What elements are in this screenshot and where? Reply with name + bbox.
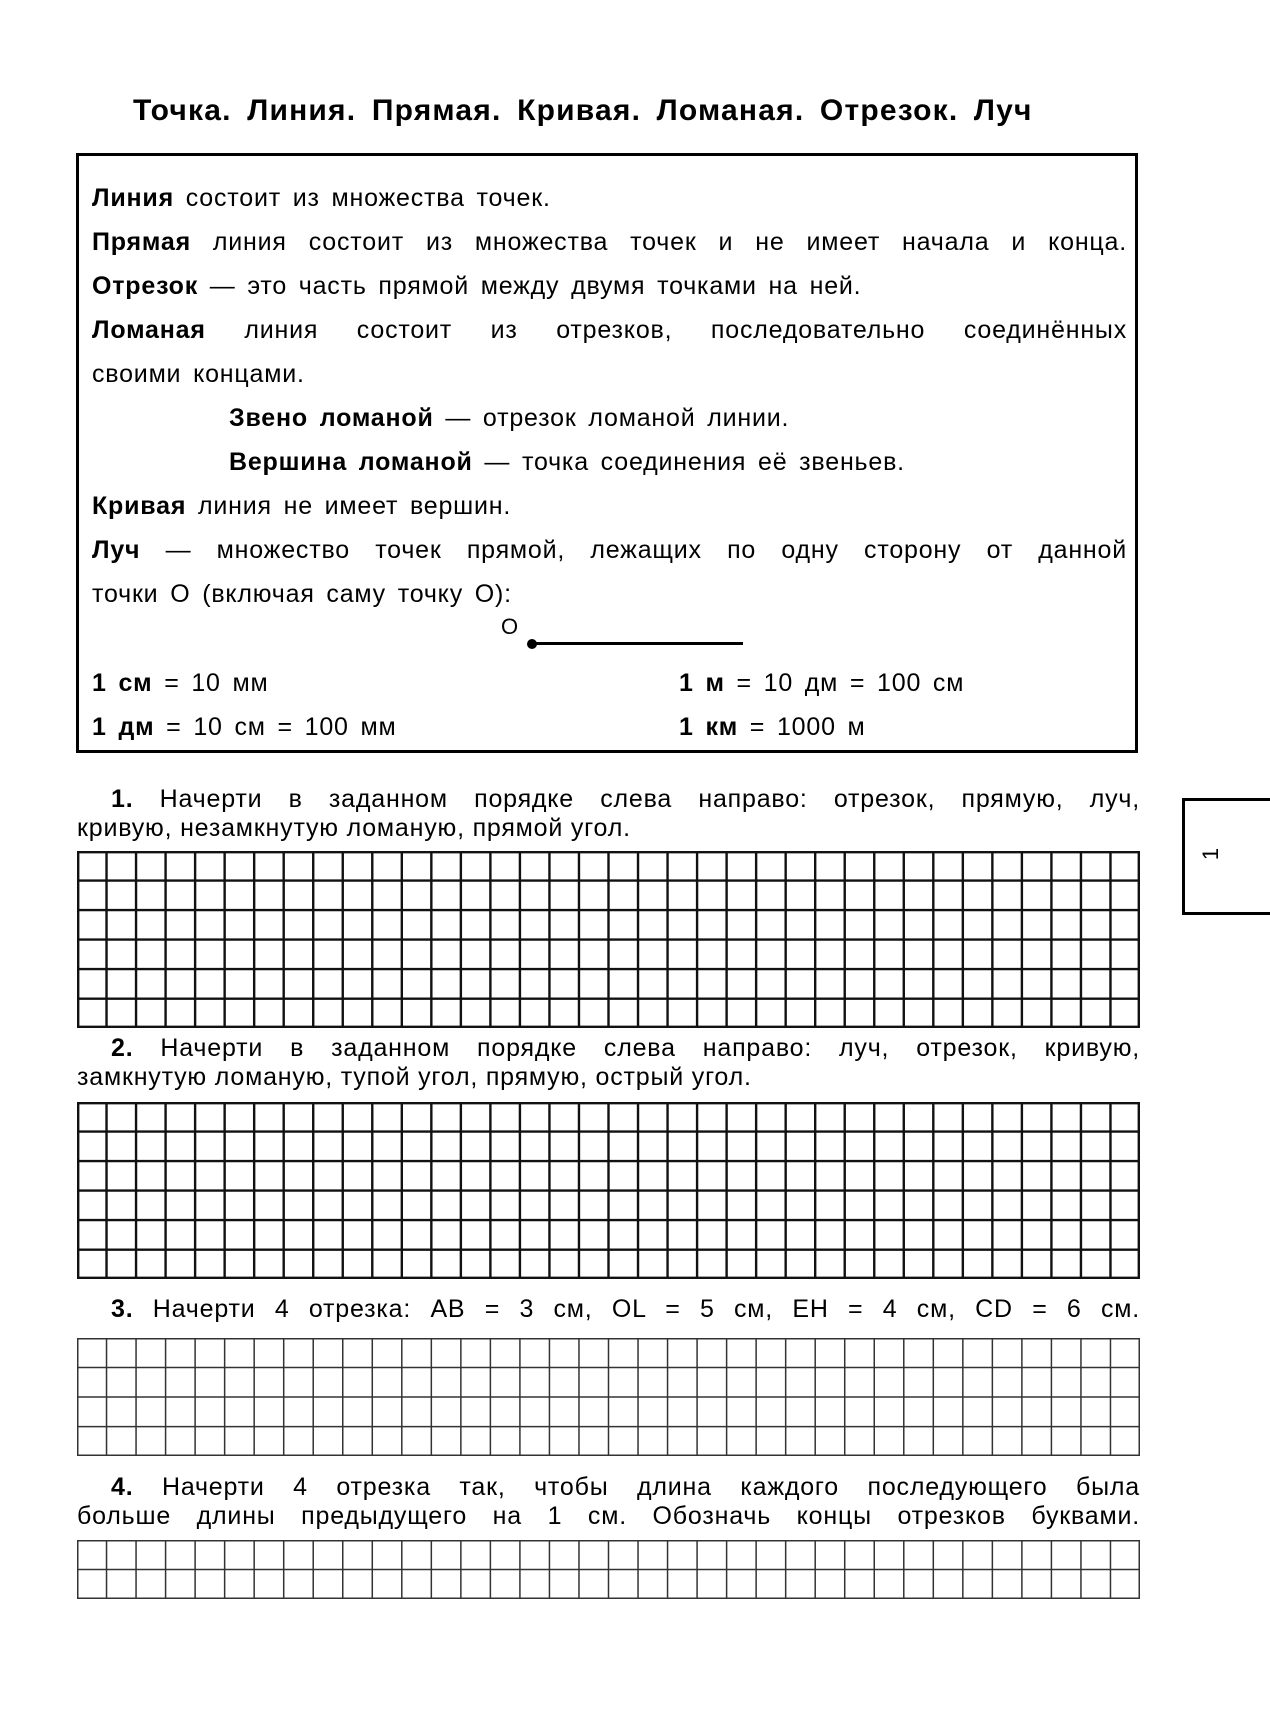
page-title: Точка. Линия. Прямая. Кривая. Ломаная. Отрезок. Луч [133, 94, 1033, 127]
task-number: 4. [111, 1473, 134, 1501]
term: 1 дм [92, 713, 155, 741]
definition-line: Кривая линия не имеет вершин. [92, 492, 512, 520]
unit-conversion: 1 м = 10 дм = 100 см [679, 669, 965, 697]
unit-conversion: 1 см = 10 мм [92, 669, 269, 697]
term: Ломаная [92, 316, 206, 344]
section-tab [1182, 798, 1270, 915]
section-number: 1 [1198, 847, 1223, 861]
task-1 [77, 785, 1140, 843]
definition-line: Луч — множество точек прямой, лежащих по одну сторону от данной [92, 536, 1127, 564]
term: Прямая [92, 228, 191, 256]
definition-line: Ломаная линия состоит из отрезков, последовательно соединённых [92, 316, 1127, 344]
drawing-grid-2[interactable] [77, 1102, 1140, 1281]
drawing-grid-4[interactable] [77, 1540, 1140, 1601]
task-text: больше длины предыдущего на 1 см. Обозначь концы отрезков буквами. [77, 1502, 1140, 1530]
unit-conversion: 1 дм = 10 см = 100 мм [92, 713, 397, 741]
ray-line [531, 642, 743, 645]
definitions-box [76, 153, 1138, 753]
task-text: Начерти в заданном порядке слева направо: отрезок, прямую, луч, [133, 785, 1140, 813]
term: 1 км [679, 713, 739, 741]
task-number: 1. [111, 785, 134, 813]
term: 1 м [679, 669, 725, 697]
definition-line: Отрезок — это часть прямой между двумя точками на ней. [92, 272, 862, 300]
definition-line-cont: своими концами. [92, 360, 305, 388]
drawing-grid-3[interactable] [77, 1338, 1140, 1458]
task-4 [77, 1473, 1140, 1531]
term: Вершина ломаной [229, 448, 473, 476]
task-text: замкнутую ломаную, тупой угол, прямую, острый угол. [77, 1063, 752, 1091]
task-text: Начерти 4 отрезка: AB = 3 см, OL = 5 см, EH = 4 см, CD = 6 см. [133, 1295, 1140, 1323]
task-number: 2. [111, 1034, 134, 1062]
term: Звено ломаной [229, 404, 434, 432]
term: 1 см [92, 669, 153, 697]
term: Отрезок [92, 272, 199, 300]
term: Линия [92, 184, 174, 212]
ray-point-label: О [501, 614, 519, 639]
definition-line: Вершина ломаной — точка соединения её звеньев. [229, 448, 905, 476]
drawing-grid-1[interactable] [77, 851, 1140, 1030]
definition-line: Прямая линия состоит из множества точек и не имеет начала и конца. [92, 228, 1127, 256]
task-3 [77, 1295, 1140, 1324]
task-text: Начерти в заданном порядке слева направо: луч, отрезок, кривую, [133, 1034, 1140, 1062]
definition-line: Линия состоит из множества точек. [92, 184, 551, 212]
term: Луч [92, 536, 141, 564]
term: Кривая [92, 492, 187, 520]
unit-conversion: 1 км = 1000 м [679, 713, 866, 741]
task-number: 3. [111, 1295, 134, 1323]
task-2 [77, 1034, 1140, 1092]
task-text: кривую, незамкнутую ломаную, прямой угол. [77, 814, 631, 842]
definition-line: Звено ломаной — отрезок ломаной линии. [229, 404, 790, 432]
task-text: Начерти 4 отрезка так, чтобы длина каждого последующего была [133, 1473, 1140, 1501]
definition-line-cont: точки О (включая саму точку О): [92, 580, 512, 608]
